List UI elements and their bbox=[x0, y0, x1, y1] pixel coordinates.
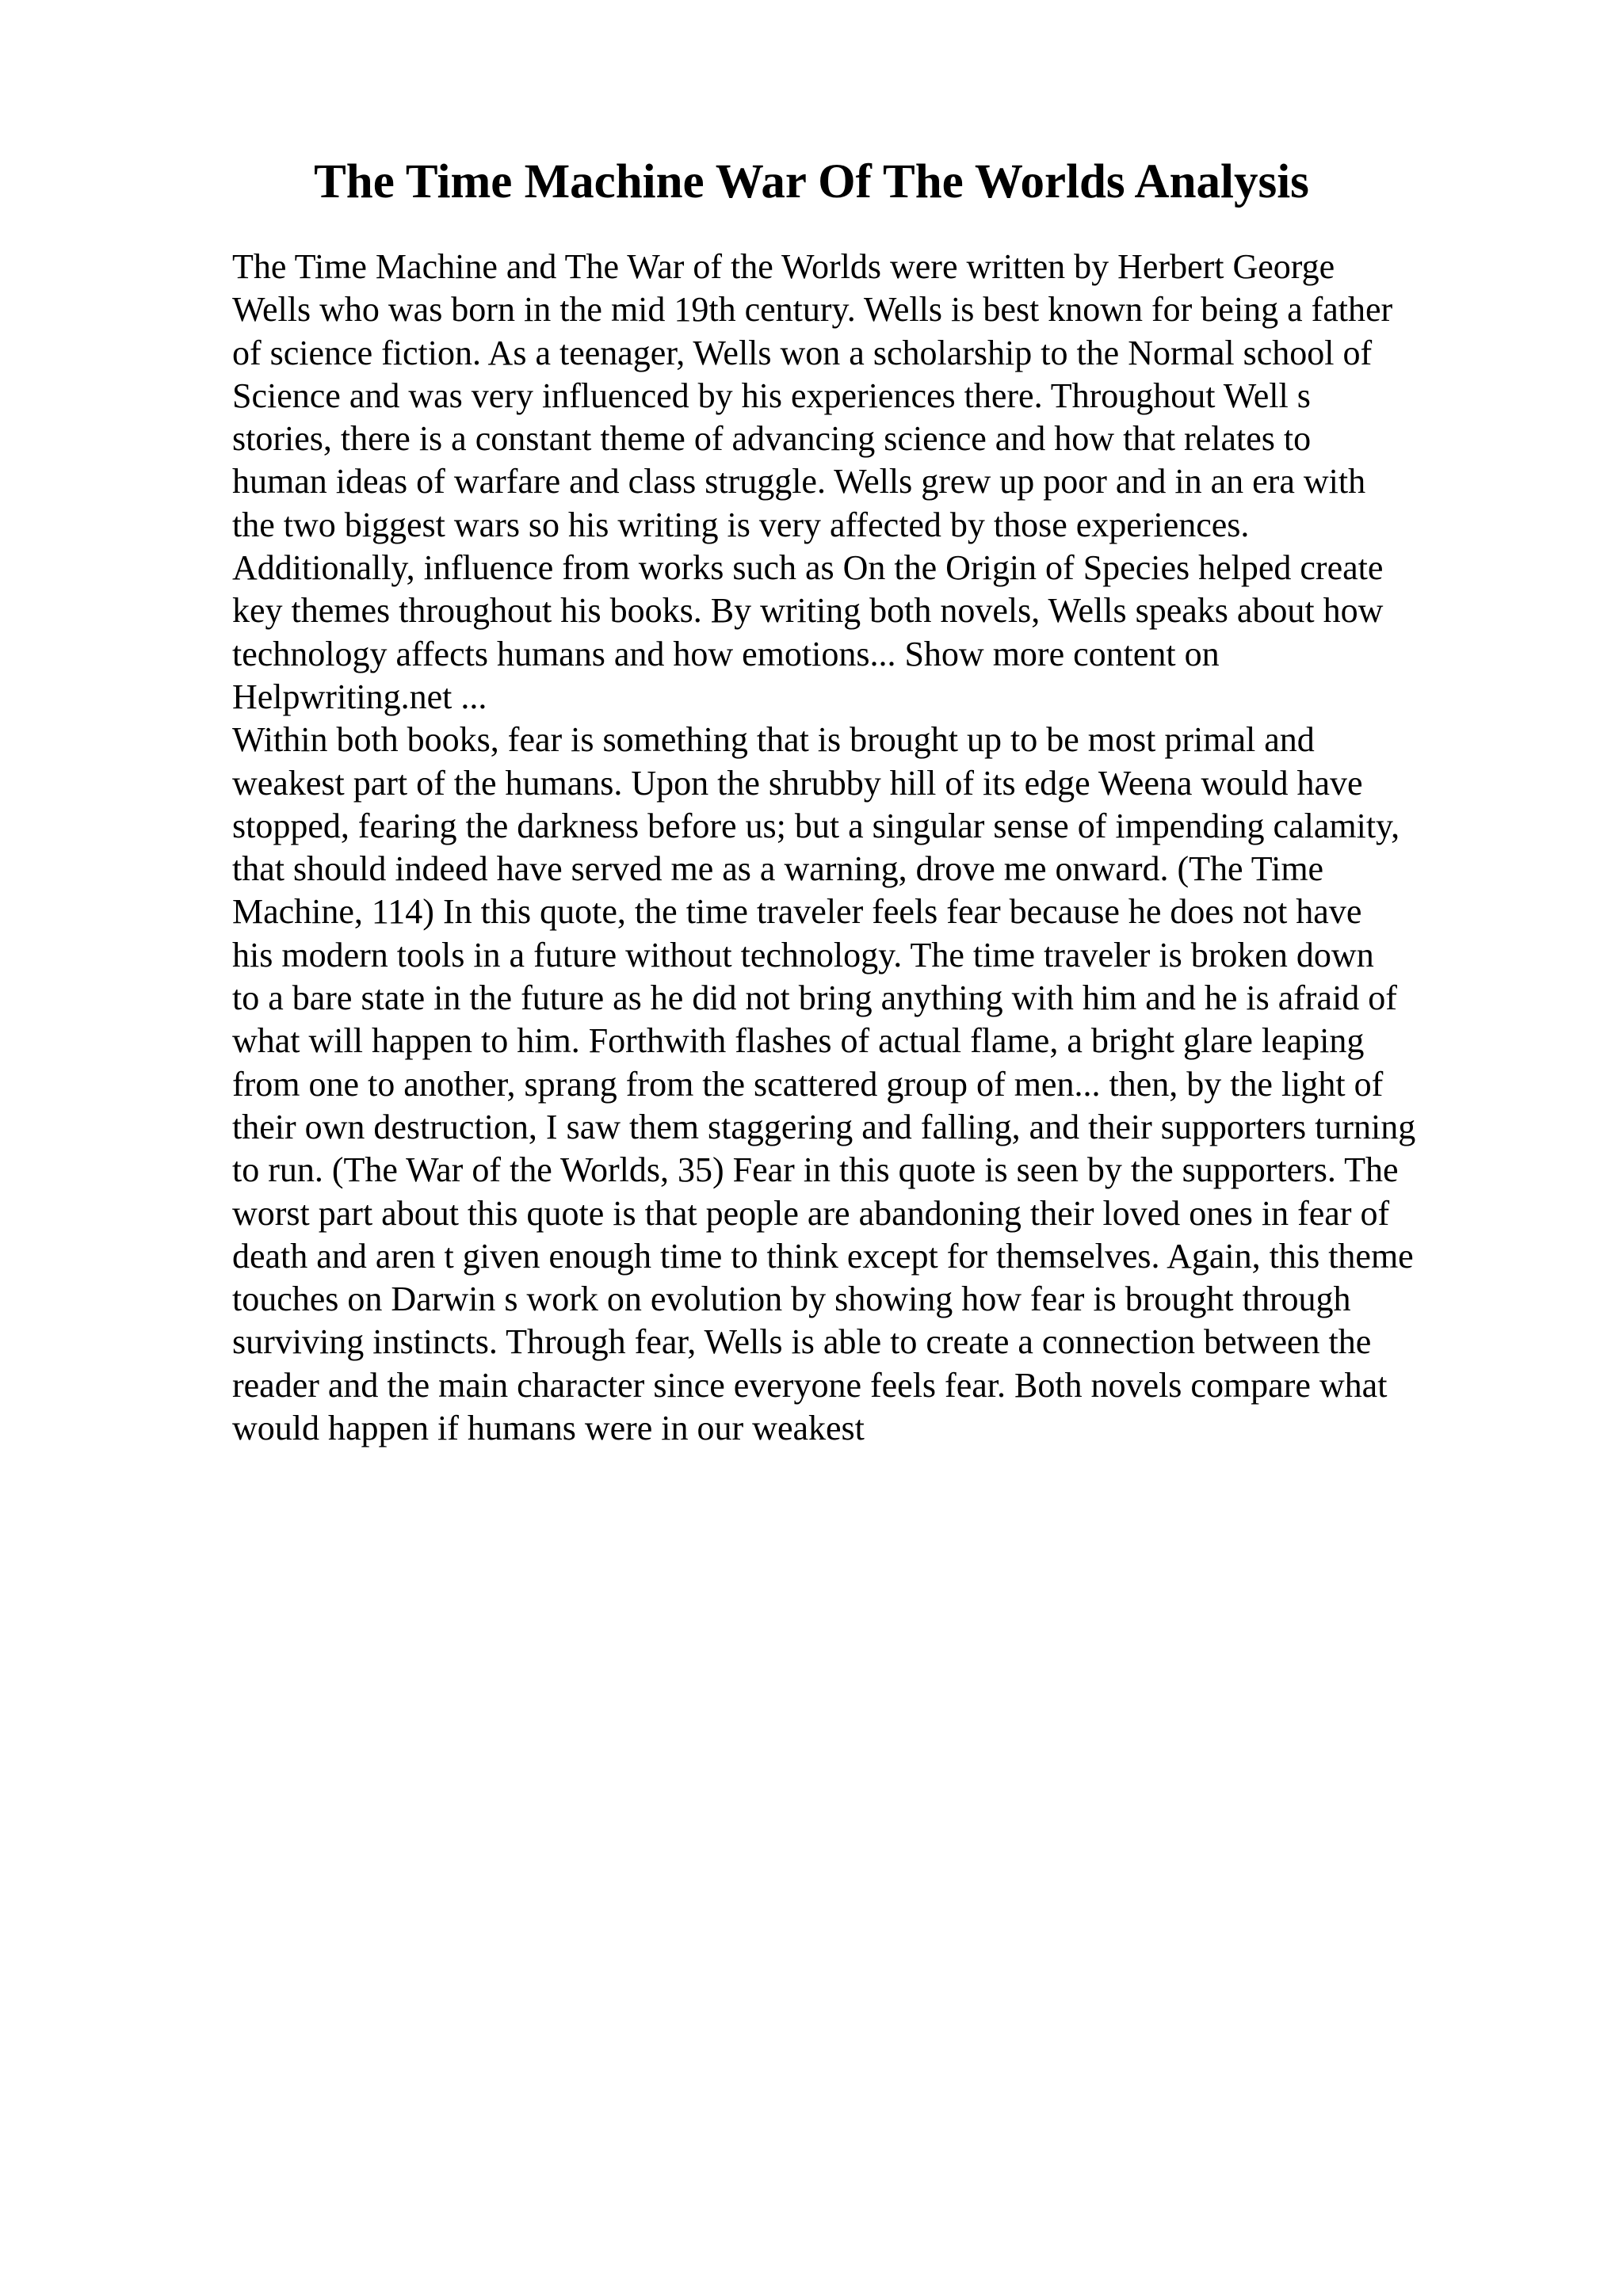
body-line: that should indeed have served me as a warning, drove me onward. (The Time bbox=[232, 849, 1324, 889]
body-line: their own destruction, I saw them staggering and falling, and their supporters turning bbox=[232, 1107, 1416, 1146]
body-line: death and aren t given enough time to think except for themselves. Again, this theme bbox=[232, 1236, 1414, 1276]
body-line: the two biggest wars so his writing is very affected by those experiences. bbox=[232, 505, 1250, 544]
body-line: technology affects humans and how emotions... Show more content on bbox=[232, 634, 1220, 673]
body-line: worst part about this quote is that people are abandoning their loved ones in fear of bbox=[232, 1193, 1390, 1233]
body-line: Science and was very influenced by his experiences there. Throughout Well s bbox=[232, 376, 1311, 415]
body-line: what will happen to him. Forthwith flashes of actual flame, a bright glare leaping bbox=[232, 1021, 1365, 1061]
body-line: touches on Darwin s work on evolution by showing how fear is brought through bbox=[232, 1280, 1351, 1319]
body-line: stories, there is a constant theme of advancing science and how that relates to bbox=[232, 419, 1312, 459]
body-line: weakest part of the humans. Upon the shrubby hill of its edge Weena would have bbox=[232, 763, 1363, 803]
body-line: Machine, 114) In this quote, the time traveler feels fear because he does not have bbox=[232, 892, 1362, 932]
body-line: to run. (The War of the Worlds, 35) Fear in this quote is seen by the supporters. The bbox=[232, 1150, 1399, 1190]
body-line: stopped, fearing the darkness before us; but a singular sense of impending calamity, bbox=[232, 806, 1400, 845]
body-line: Helpwriting.net ... bbox=[232, 677, 487, 716]
body-line: The Time Machine and The War of the Worlds were written by Herbert George bbox=[232, 247, 1335, 286]
body-line: Wells who was born in the mid 19th century. Wells is best known for being a father bbox=[232, 290, 1393, 330]
body-line: of science fiction. As a teenager, Wells won a scholarship to the Normal school of bbox=[232, 333, 1373, 372]
body-line: Within both books, fear is something that is brought up to be most primal and bbox=[232, 720, 1315, 760]
body-line: key themes throughout his books. By writing both novels, Wells speaks about how bbox=[232, 591, 1384, 631]
body-line: his modern tools in a future without technology. The time traveler is broken down bbox=[232, 935, 1374, 974]
body-line: to a bare state in the future as he did not bring anything with him and he is afraid of bbox=[232, 978, 1397, 1018]
body-line: reader and the main character since everyone feels fear. Both novels compare what bbox=[232, 1365, 1388, 1405]
body-line: would happen if humans were in our weakest bbox=[232, 1409, 865, 1448]
body-line: from one to another, sprang from the scattered group of men... then, by the light of bbox=[232, 1064, 1384, 1104]
document-body bbox=[232, 246, 1508, 1450]
document-title: The Time Machine War Of The Worlds Analysis bbox=[314, 155, 1309, 208]
body-line: Additionally, influence from works such as On the Origin of Species helped create bbox=[232, 548, 1384, 588]
body-line: surviving instincts. Through fear, Wells is able to create a connection between the bbox=[232, 1322, 1372, 1362]
body-line: human ideas of warfare and class struggle. Wells grew up poor and in an era with bbox=[232, 462, 1366, 502]
